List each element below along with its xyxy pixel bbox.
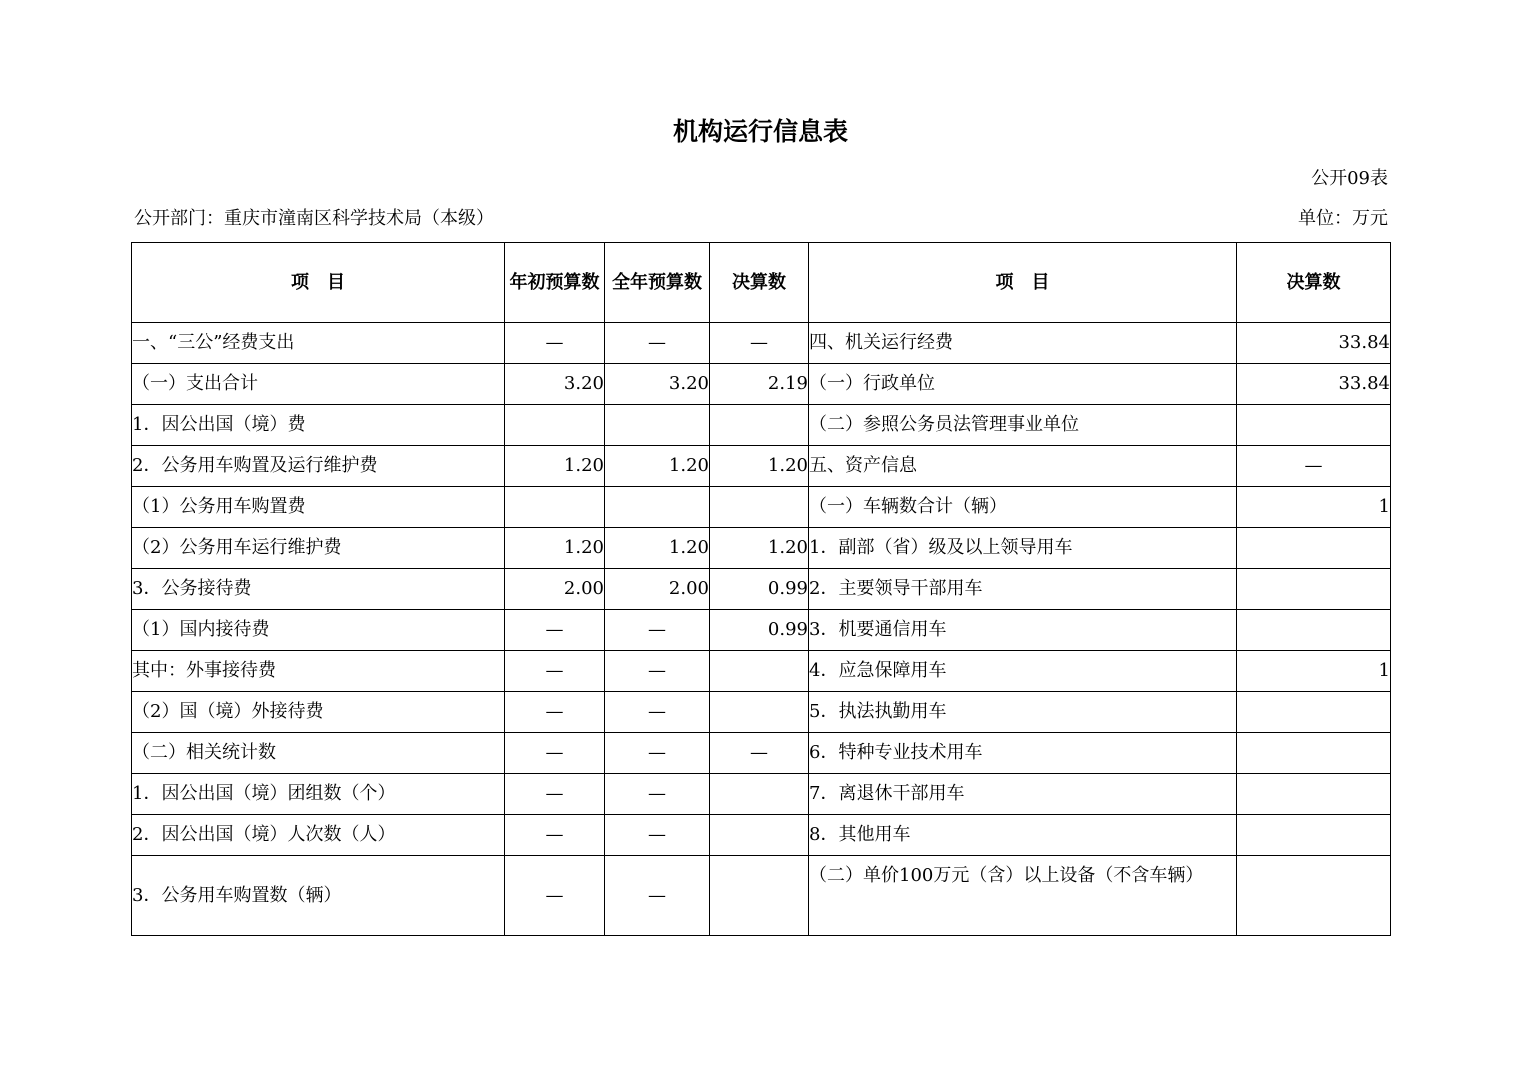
- initial-budget-cell: —: [505, 733, 605, 774]
- right-item: 5．执法执勤用车: [809, 692, 1237, 733]
- header-item-right: 项 目: [809, 243, 1237, 323]
- right-item: 3．机要通信用车: [809, 610, 1237, 651]
- page-title: 机构运行信息表: [672, 117, 848, 146]
- annual-budget-cell: 2.00: [605, 569, 710, 610]
- right-final-cell: 1: [1237, 487, 1391, 528]
- left-item: 1．因公出国（境）团组数（个）: [132, 774, 505, 815]
- final-cell: 0.99: [710, 610, 809, 651]
- initial-budget-cell: —: [505, 856, 605, 936]
- table-row: [132, 815, 1391, 856]
- final-cell: 2.19: [710, 364, 809, 405]
- right-item: （一）行政单位: [809, 364, 1237, 405]
- left-item: 1．因公出国（境）费: [132, 405, 505, 446]
- info-table: [131, 242, 1391, 936]
- annual-budget-cell: —: [605, 323, 710, 364]
- final-cell: —: [710, 733, 809, 774]
- initial-budget-cell: [505, 487, 605, 528]
- right-item: 6．特种专业技术用车: [809, 733, 1237, 774]
- initial-budget-cell: —: [505, 610, 605, 651]
- final-cell: [710, 651, 809, 692]
- header-initial-budget: 年初预算数: [505, 243, 605, 323]
- right-final-cell: 33.84: [1237, 323, 1391, 364]
- right-item: 7．离退休干部用车: [809, 774, 1237, 815]
- right-item: 四、机关运行经费: [809, 323, 1237, 364]
- annual-budget-cell: [605, 405, 710, 446]
- initial-budget-cell: —: [505, 692, 605, 733]
- table-row: [132, 733, 1391, 774]
- table-row: [132, 405, 1391, 446]
- table-row: [132, 323, 1391, 364]
- annual-budget-cell: 1.20: [605, 446, 710, 487]
- header-annual-budget: 全年预算数: [605, 243, 710, 323]
- final-cell: [710, 856, 809, 936]
- annual-budget-cell: [605, 487, 710, 528]
- left-item: 2．因公出国（境）人次数（人）: [132, 815, 505, 856]
- final-cell: 1.20: [710, 446, 809, 487]
- annual-budget-cell: 1.20: [605, 528, 710, 569]
- table-row: [132, 364, 1391, 405]
- header-item: 项 目: [132, 243, 505, 323]
- table-row: [132, 774, 1391, 815]
- left-item: （1）公务用车购置费: [132, 487, 505, 528]
- initial-budget-cell: 2.00: [505, 569, 605, 610]
- annual-budget-cell: 3.20: [605, 364, 710, 405]
- right-final-cell: [1237, 405, 1391, 446]
- annual-budget-cell: —: [605, 774, 710, 815]
- final-cell: [710, 405, 809, 446]
- right-item: 五、资产信息: [809, 446, 1237, 487]
- left-item: （2）国（境）外接待费: [132, 692, 505, 733]
- annual-budget-cell: —: [605, 733, 710, 774]
- initial-budget-cell: 1.20: [505, 446, 605, 487]
- header-row: [132, 243, 1391, 323]
- header-final-right: 决算数: [1237, 243, 1391, 323]
- table-row: [132, 692, 1391, 733]
- initial-budget-cell: —: [505, 815, 605, 856]
- right-item: （二）参照公务员法管理事业单位: [809, 405, 1237, 446]
- right-final-cell: [1237, 856, 1391, 936]
- left-item: 3．公务用车购置数（辆）: [132, 856, 505, 936]
- final-cell: [710, 774, 809, 815]
- table-row: [132, 856, 1391, 936]
- final-cell: —: [710, 323, 809, 364]
- initial-budget-cell: [505, 405, 605, 446]
- right-item: 4．应急保障用车: [809, 651, 1237, 692]
- left-item: 一、“三公”经费支出: [132, 323, 505, 364]
- right-final-cell: 1: [1237, 651, 1391, 692]
- final-cell: [710, 487, 809, 528]
- table-row: [132, 487, 1391, 528]
- initial-budget-cell: 3.20: [505, 364, 605, 405]
- right-item: 8．其他用车: [809, 815, 1237, 856]
- left-item: 3．公务接待费: [132, 569, 505, 610]
- left-item: （2）公务用车运行维护费: [132, 528, 505, 569]
- annual-budget-cell: —: [605, 692, 710, 733]
- initial-budget-cell: —: [505, 323, 605, 364]
- right-final-cell: —: [1237, 446, 1391, 487]
- right-item: 1．副部（省）级及以上领导用车: [809, 528, 1237, 569]
- right-final-cell: [1237, 774, 1391, 815]
- right-final-cell: [1237, 569, 1391, 610]
- final-cell: [710, 692, 809, 733]
- table-row: [132, 569, 1391, 610]
- right-item: （一）车辆数合计（辆）: [809, 487, 1237, 528]
- annual-budget-cell: —: [605, 651, 710, 692]
- right-final-cell: [1237, 528, 1391, 569]
- table-row: [132, 528, 1391, 569]
- right-final-cell: 33.84: [1237, 364, 1391, 405]
- table-row: [132, 651, 1391, 692]
- left-item: （一）支出合计: [132, 364, 505, 405]
- left-item: （二）相关统计数: [132, 733, 505, 774]
- final-cell: 0.99: [710, 569, 809, 610]
- right-final-cell: [1237, 610, 1391, 651]
- final-cell: [710, 815, 809, 856]
- initial-budget-cell: —: [505, 651, 605, 692]
- annual-budget-cell: —: [605, 856, 710, 936]
- left-item: 其中：外事接待费: [132, 651, 505, 692]
- table-row: [132, 446, 1391, 487]
- table-number: 公开09表: [1311, 168, 1388, 189]
- annual-budget-cell: —: [605, 610, 710, 651]
- left-item: （1）国内接待费: [132, 610, 505, 651]
- final-cell: 1.20: [710, 528, 809, 569]
- right-final-cell: [1237, 692, 1391, 733]
- initial-budget-cell: 1.20: [505, 528, 605, 569]
- unit-label: 单位：万元: [1298, 208, 1388, 229]
- header-final: 决算数: [710, 243, 809, 323]
- initial-budget-cell: —: [505, 774, 605, 815]
- right-item: 2．主要领导干部用车: [809, 569, 1237, 610]
- right-final-cell: [1237, 815, 1391, 856]
- annual-budget-cell: —: [605, 815, 710, 856]
- left-item: 2．公务用车购置及运行维护费: [132, 446, 505, 487]
- right-final-cell: [1237, 733, 1391, 774]
- right-item: （二）单价100万元（含）以上设备（不含车辆）: [809, 856, 1237, 936]
- table-row: [132, 610, 1391, 651]
- department-label: 公开部门：重庆市潼南区科学技术局（本级）: [134, 208, 494, 229]
